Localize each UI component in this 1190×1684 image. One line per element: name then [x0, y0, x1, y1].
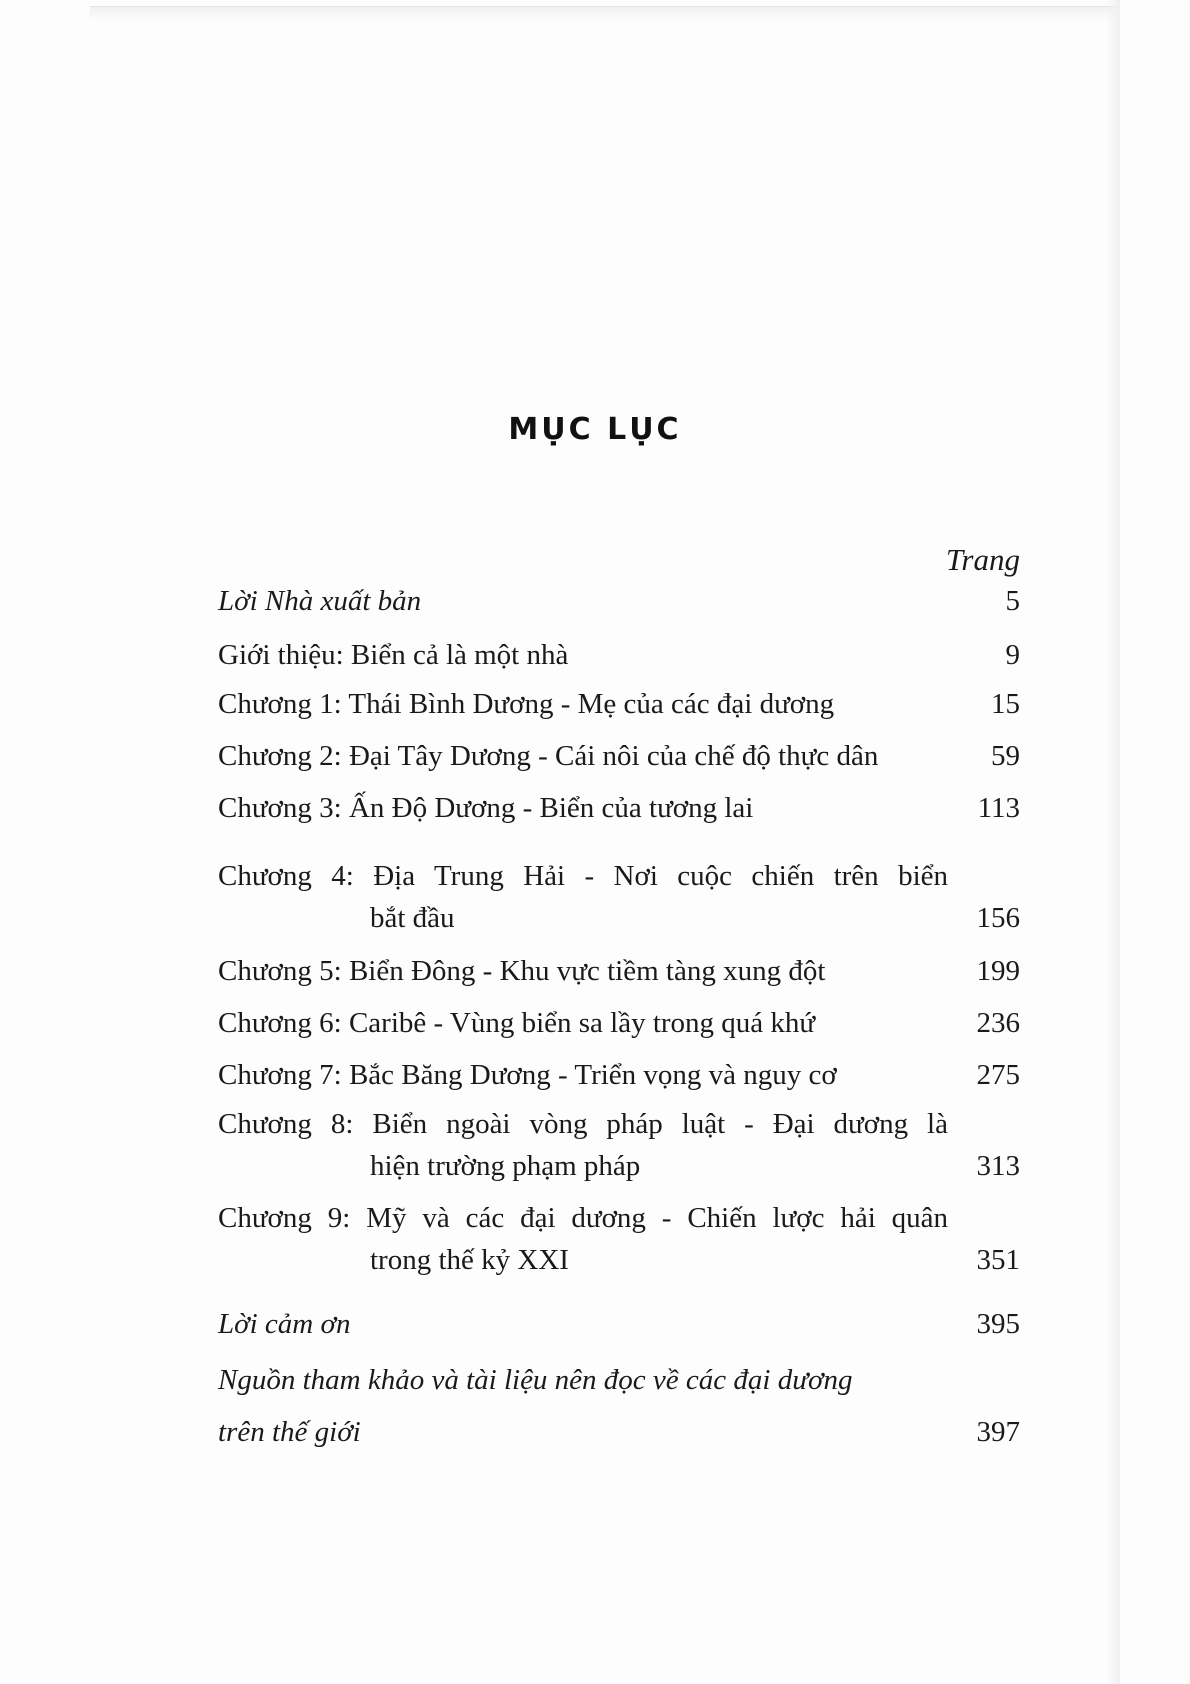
toc-entry-page: 15: [991, 688, 1020, 720]
toc-entry-chapter-2: [218, 735, 1020, 777]
toc-entry-chapter-4: [218, 855, 1020, 939]
toc-entry-chapter-6: [218, 1002, 1020, 1044]
toc-entry-chapter-3: [218, 787, 1020, 829]
page-column-label: Trang: [945, 542, 1020, 577]
toc-entry-page: 9: [1005, 639, 1020, 671]
toc-entry-page: 236: [976, 1007, 1020, 1039]
toc-entry-references: [218, 1354, 1020, 1458]
toc-entry-title: Chương 6: Caribê - Vùng biển sa lầy trong quá khứ: [218, 1007, 816, 1039]
toc-entry-page: 113: [977, 792, 1020, 824]
toc-entry-title: Giới thiệu: Biển cả là một nhà: [218, 639, 569, 671]
toc-entry-title: Chương 1: Thái Bình Dương - Mẹ của các đại dương: [218, 688, 835, 720]
toc-entry-page: 395: [976, 1308, 1020, 1340]
toc-entry-chapter-1: [218, 683, 1020, 725]
toc-entry-chapter-9: [218, 1197, 1020, 1281]
scan-edge-top: [90, 6, 1120, 21]
toc-entry-title-line-1: Nguồn tham khảo và tài liệu nên đọc về các đại dương: [218, 1364, 853, 1396]
toc-entry-publisher-note: [218, 580, 1020, 622]
toc-entry-title: Chương 5: Biển Đông - Khu vực tiềm tàng xung đột: [218, 955, 826, 987]
toc-entry-title-line-2: hiện trường phạm pháp: [370, 1150, 641, 1182]
toc-heading: MỤC LỤC: [508, 412, 682, 447]
toc-entry-page: 313: [976, 1150, 1020, 1182]
toc-entry-title: Lời cảm ơn: [218, 1308, 351, 1340]
toc-entry-title-line-1: Chương 8: Biển ngoài vòng pháp luật - Đại dương là: [218, 1108, 948, 1140]
toc-entry-title-line-2: trên thế giới: [218, 1416, 361, 1448]
toc-entry-title-line-1: Chương 9: Mỹ và các đại dương - Chiến lược hải quân: [218, 1202, 948, 1234]
toc-entry-introduction: [218, 634, 1020, 676]
toc-entry-title: Chương 3: Ấn Độ Dương - Biển của tương lai: [218, 792, 754, 824]
scan-edge-right: [1106, 0, 1120, 1684]
toc-entry-title-line-2: bắt đầu: [370, 902, 455, 934]
toc-entry-title: Chương 7: Bắc Băng Dương - Triển vọng và nguy cơ: [218, 1059, 837, 1091]
toc-entry-chapter-7: [218, 1054, 1020, 1096]
toc-entry-title: Chương 2: Đại Tây Dương - Cái nôi của chế độ thực dân: [218, 740, 879, 772]
toc-entry-page: 199: [976, 955, 1020, 987]
toc-entry-title-line-1: Chương 4: Địa Trung Hải - Nơi cuộc chiến trên biển: [218, 860, 948, 892]
toc-entry-chapter-5: [218, 950, 1020, 992]
toc-entry-page: 275: [976, 1059, 1020, 1091]
toc-entry-page: 351: [976, 1244, 1020, 1276]
toc-entry-page: 397: [976, 1416, 1020, 1448]
toc-entry-page: 156: [976, 902, 1020, 934]
toc-entry-chapter-8: [218, 1103, 1020, 1187]
toc-entry-title-line-2: trong thế kỷ XXI: [370, 1244, 569, 1276]
toc-entry-acknowledgements: [218, 1303, 1020, 1345]
toc-entry-page: 5: [1005, 585, 1020, 617]
toc-entry-page: 59: [991, 740, 1020, 772]
toc-entry-title: Lời Nhà xuất bản: [218, 585, 422, 617]
